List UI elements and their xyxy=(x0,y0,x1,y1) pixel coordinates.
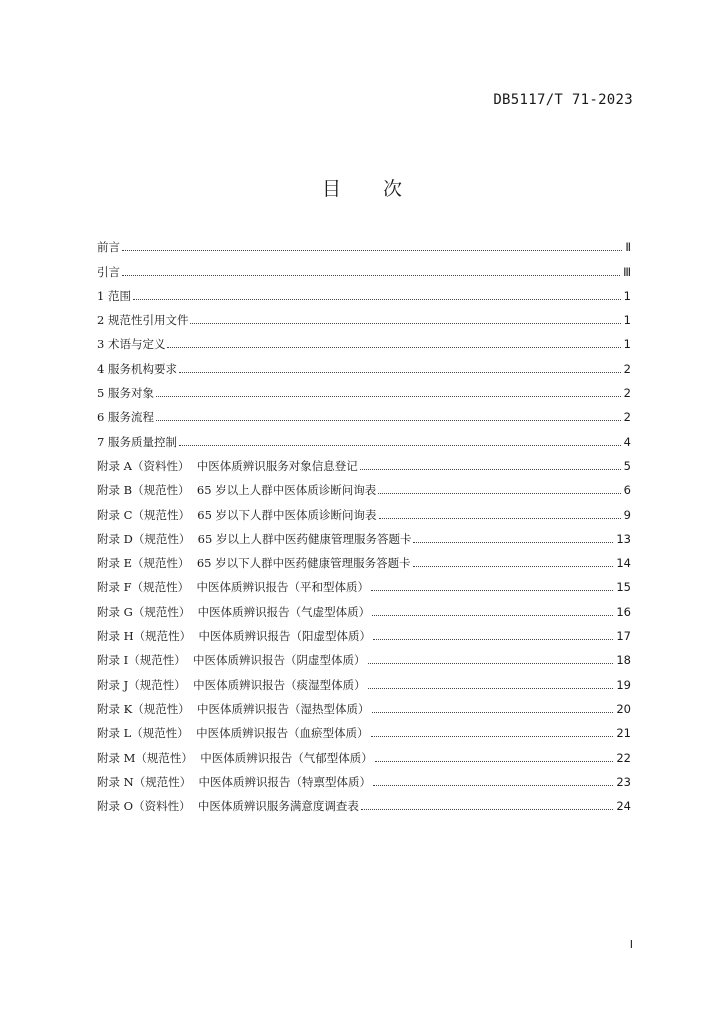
dot-leader xyxy=(373,784,613,786)
toc-entry[interactable] xyxy=(97,522,631,546)
toc-title: 目 次 xyxy=(321,178,421,200)
dot-leader xyxy=(378,492,620,494)
toc-entry[interactable] xyxy=(97,279,631,303)
toc-entry[interactable] xyxy=(97,424,631,448)
toc-entry[interactable] xyxy=(97,594,631,618)
dot-leader xyxy=(368,687,614,689)
toc-entry[interactable] xyxy=(97,619,631,643)
dot-leader xyxy=(379,517,621,519)
toc-entry-page: 2 xyxy=(623,361,631,376)
document-code: DB5117/T 71-2023 xyxy=(493,92,633,108)
toc-entry-page: 1 xyxy=(623,337,631,352)
toc-entry-label: 附录 I（规范性） 中医体质辨识报告（阴虚型体质） xyxy=(97,653,366,668)
toc-entry-page: 17 xyxy=(616,629,631,644)
toc-entry[interactable] xyxy=(97,497,631,521)
dot-leader xyxy=(190,322,620,324)
toc-entry-page: 22 xyxy=(616,750,631,765)
toc-entry[interactable] xyxy=(97,740,631,764)
toc-entry-page: 18 xyxy=(616,653,631,668)
toc-entry-label: 引言 xyxy=(97,264,120,279)
toc-entry[interactable] xyxy=(97,230,631,254)
toc-entry-label: 附录 F（规范性） 中医体质辨识报告（平和型体质） xyxy=(97,580,369,595)
toc-entry-page: 15 xyxy=(616,580,631,595)
toc-entry-label: 附录 K（规范性） 中医体质辨识报告（湿热型体质） xyxy=(97,701,370,716)
toc-entry-page: 4 xyxy=(623,434,631,449)
dot-leader xyxy=(360,468,621,470)
toc-entry-page: 1 xyxy=(623,288,631,303)
toc-entry-label: 5 服务对象 xyxy=(97,386,154,401)
toc-entry-label: 附录 J（规范性） 中医体质辨识报告（痰湿型体质） xyxy=(97,677,366,692)
toc-entry-label: 附录 M（规范性） 中医体质辨识报告（气郁型体质） xyxy=(97,750,373,765)
toc-entry-page: 2 xyxy=(623,386,631,401)
toc-entry-label: 1 范围 xyxy=(97,288,131,303)
toc-entry-label: 附录 G（规范性） 中医体质辨识报告（气虚型体质） xyxy=(97,604,371,619)
toc-entry-label: 6 服务流程 xyxy=(97,410,154,425)
dot-leader xyxy=(156,395,621,397)
toc-entry-label: 附录 D（规范性） 65 岁以上人群中医药健康管理服务答题卡 xyxy=(97,531,412,546)
dot-leader xyxy=(413,541,613,543)
toc-entry-page: 21 xyxy=(616,726,631,741)
toc-entry-page: 1 xyxy=(623,313,631,328)
toc-entry-label: 附录 A（资料性） 中医体质辨识服务对象信息登记 xyxy=(97,458,358,473)
toc-entry-label: 附录 N（规范性） 中医体质辨识报告（特禀型体质） xyxy=(97,774,372,789)
toc-entry-label: 附录 H（规范性） 中医体质辨识报告（阳虚型体质） xyxy=(97,629,371,644)
toc-entry-page: 6 xyxy=(623,483,631,498)
toc-entry[interactable] xyxy=(97,667,631,691)
toc-entry[interactable] xyxy=(97,449,631,473)
toc-entry-label: 附录 C（规范性） 65 岁以下人群中医体质诊断问询表 xyxy=(97,507,377,522)
toc-entry-page: 13 xyxy=(616,531,631,546)
dot-leader xyxy=(372,614,613,616)
dot-leader xyxy=(122,249,622,251)
toc-entry[interactable] xyxy=(97,716,631,740)
toc-entry-label: 7 服务质量控制 xyxy=(97,434,177,449)
toc-entry[interactable] xyxy=(97,570,631,594)
toc-entry[interactable] xyxy=(97,327,631,351)
toc-entry-page: 16 xyxy=(616,604,631,619)
toc-entry-page: 2 xyxy=(623,410,631,425)
dot-leader xyxy=(361,808,613,810)
toc-entry-page: 14 xyxy=(616,556,631,571)
dot-leader xyxy=(371,735,614,737)
toc-entry-label: 4 服务机构要求 xyxy=(97,361,177,376)
dot-leader xyxy=(368,662,614,664)
toc-entry[interactable] xyxy=(97,692,631,716)
toc-entry[interactable] xyxy=(97,546,631,570)
toc-entry-page: 24 xyxy=(616,799,631,814)
toc-entry-label: 2 规范性引用文件 xyxy=(97,313,189,328)
toc-entry-label: 附录 E（规范性） 65 岁以下人群中医药健康管理服务答题卡 xyxy=(97,556,411,571)
dot-leader xyxy=(372,711,614,713)
page-number: I xyxy=(629,938,633,951)
toc-entry[interactable] xyxy=(97,303,631,327)
toc-entry-page: 9 xyxy=(623,507,631,522)
toc-entry-label: 附录 L（规范性） 中医体质辨识报告（血瘀型体质） xyxy=(97,726,369,741)
toc-entry[interactable] xyxy=(97,351,631,375)
toc-entry[interactable] xyxy=(97,376,631,400)
dot-leader xyxy=(375,760,614,762)
toc-entry-page: Ⅲ xyxy=(623,264,631,279)
toc-entry-page: 23 xyxy=(616,774,631,789)
toc-entry[interactable] xyxy=(97,400,631,424)
toc-entry-page: Ⅱ xyxy=(625,240,631,255)
toc-entry[interactable] xyxy=(97,643,631,667)
dot-leader xyxy=(122,274,620,276)
toc-entry[interactable] xyxy=(97,789,631,813)
dot-leader xyxy=(179,371,621,373)
dot-leader xyxy=(373,638,613,640)
dot-leader xyxy=(371,589,613,591)
table-of-contents xyxy=(97,230,631,813)
toc-entry-page: 20 xyxy=(616,701,631,716)
toc-entry[interactable] xyxy=(97,765,631,789)
toc-entry-label: 附录 O（资料性） 中医体质辨识服务满意度调查表 xyxy=(97,799,359,814)
dot-leader xyxy=(133,298,621,300)
toc-entry-label: 3 术语与定义 xyxy=(97,337,166,352)
dot-leader xyxy=(167,346,620,348)
toc-entry-page: 5 xyxy=(623,458,631,473)
toc-entry-label: 前言 xyxy=(97,240,120,255)
toc-entry[interactable] xyxy=(97,473,631,497)
toc-entry[interactable] xyxy=(97,254,631,278)
dot-leader xyxy=(179,444,621,446)
dot-leader xyxy=(413,565,614,567)
toc-entry-page: 19 xyxy=(616,677,631,692)
toc-entry-label: 附录 B（规范性） 65 岁以上人群中医体质诊断问询表 xyxy=(97,483,377,498)
dot-leader xyxy=(156,419,621,421)
